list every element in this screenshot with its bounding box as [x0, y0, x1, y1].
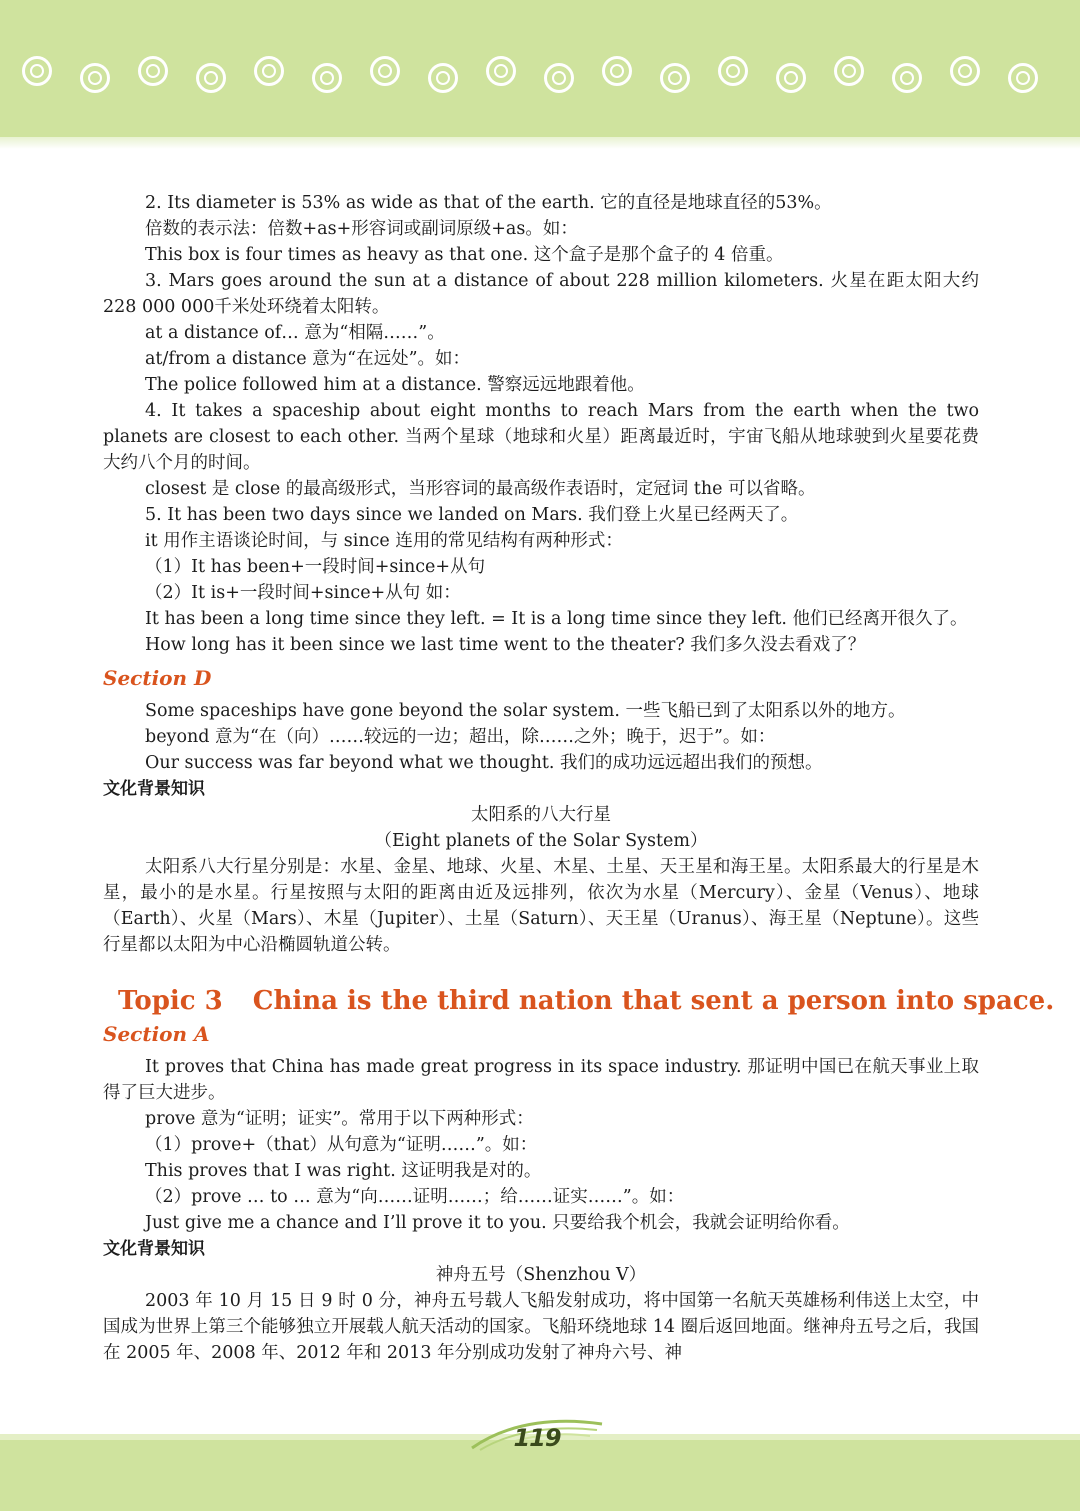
ring-icon — [370, 56, 400, 86]
line: 5. It has been two days since we landed on Mars. 我们登上火星已经两天了。 — [145, 505, 799, 525]
line: （2）prove … to … 意为“向……证明……；给……证实……”。如： — [145, 1187, 685, 1207]
ring-icon — [718, 56, 748, 86]
line: at a distance of… 意为“相隔……”。 — [145, 323, 445, 343]
line: This box is four times as heavy as that one. 这个盒子是那个盒子的 4 倍重。 — [145, 245, 784, 265]
ring-icon — [80, 63, 110, 93]
line: at/from a distance 意为“在远处”。如： — [145, 349, 471, 369]
ring-icon — [428, 63, 458, 93]
line: Just give me a chance and I’ll prove it to you. 只要给我个机会，我就会证明给你看。 — [145, 1213, 850, 1233]
background-knowledge-label: 文化背景知识 — [103, 1239, 205, 1259]
line: Some spaceships have gone beyond the solar system. 一些飞船已到了太阳系以外的地方。 — [145, 701, 906, 721]
line: This proves that I was right. 这证明我是对的。 — [145, 1161, 542, 1181]
knowledge-subtitle: （Eight planets of the Solar System） — [374, 831, 708, 851]
ring-icon — [196, 63, 226, 93]
line: How long has it been since we last time went to the theater? 我们多久没去看戏了？ — [145, 635, 866, 655]
background-knowledge-label: 文化背景知识 — [103, 779, 205, 799]
ring-icon — [312, 63, 342, 93]
knowledge-body: 太阳系八大行星分别是：水星、金星、地球、火星、木星、土星、天王星和海王星。太阳系最大的行星是木星，最小的是水星。行星按照与太阳的距离由近及远排列，依次为水星（Mercury）、金星（Venus）、地球（Earth）、火星（Mars）、木星（Jupiter）、土星（Saturn）、天王星（Uranus）、海王星（Neptune）。这些行星都以太阳为中心沿椭圆轨道公转。 — [103, 857, 979, 955]
topic-number: Topic 3 — [118, 986, 223, 1016]
ring-icon — [138, 56, 168, 86]
page-content — [103, 190, 1055, 1366]
ring-icon — [776, 63, 806, 93]
line: It has been a long time since they left. = It is a long time since they left. 他们已经离开很久了。 — [145, 609, 968, 629]
ring-icon — [950, 56, 980, 86]
section-a-title: Section A — [103, 1022, 210, 1046]
topic-heading — [118, 984, 1055, 1018]
line: Our success was far beyond what we thought. 我们的成功远远超出我们的预想。 — [145, 753, 823, 773]
knowledge-title: 太阳系的八大行星 — [471, 805, 611, 825]
ring-icon — [1008, 63, 1038, 93]
section-a-intro: It proves that China has made great progress in its space industry. 那证明中国已在航天事业上取得了巨大进步。 — [103, 1057, 979, 1103]
line: prove 意为“证明；证实”。常用于以下两种形式： — [145, 1109, 534, 1129]
ring-icon — [254, 56, 284, 86]
line: （2）It is+一段时间+since+从句 如： — [145, 583, 461, 603]
knowledge-body: 2003 年 10 月 15 日 9 时 0 分，神舟五号载人飞船发射成功，将中国第一名航天英雄杨利伟送上太空，中国成为世界上第三个能够独立开展载人航天活动的国家。飞船环绕地球 14 圈后返回地面。继神舟五号之后，我国在 2005 年、2008 年、2012 年和 2013 年分别成功发射了神舟六号、神 — [103, 1291, 979, 1363]
line: 2. Its diameter is 53% as wide as that of the earth. 它的直径是地球直径的53%。 — [145, 193, 832, 213]
page-number-badge — [462, 1410, 612, 1460]
ring-icon — [892, 63, 922, 93]
line: （1）prove+（that）从句意为“证明……”。如： — [145, 1135, 538, 1155]
ring-icon — [834, 56, 864, 86]
paragraph-mars: 3. Mars goes around the sun at a distance of about 228 million kilometers. 火星在距太阳大约 228 000 000千米处环绕着太阳转。 — [103, 271, 979, 317]
ring-icon — [602, 56, 632, 86]
topic-title: China is the third nation that sent a person into space. — [252, 986, 1055, 1016]
line: （1）It has been+一段时间+since+从句 — [145, 557, 486, 577]
line: closest 是 close 的最高级形式，当形容词的最高级作表语时，定冠词 the 可以省略。 — [145, 479, 816, 499]
ring-icon — [544, 63, 574, 93]
section-d-title: Section D — [103, 666, 212, 690]
ring-icon — [486, 56, 516, 86]
ring-icon — [660, 63, 690, 93]
header-shadow — [0, 137, 1080, 149]
line: beyond 意为“在（向）……较远的一边；超出，除……之外；晚于，迟于”。如： — [145, 727, 776, 747]
line: 倍数的表示法：倍数+as+形容词或副词原级+as。如： — [145, 219, 578, 239]
paragraph-spaceship: 4. It takes a spaceship about eight months to reach Mars from the earth when the two planets are closest to each other. 当两个星球（地球和火星）距离最近时，宇宙飞船从地球驶到火星要花费大约八个月的时间。 — [103, 401, 979, 473]
knowledge-title: 神舟五号（Shenzhou V） — [435, 1265, 647, 1285]
page-number: 119 — [513, 1424, 561, 1452]
line: The police followed him at a distance. 警察远远地跟着他。 — [145, 375, 645, 395]
line: it 用作主语谈论时间，与 since 连用的常见结构有两种形式： — [145, 531, 623, 551]
ring-icon — [22, 56, 52, 86]
